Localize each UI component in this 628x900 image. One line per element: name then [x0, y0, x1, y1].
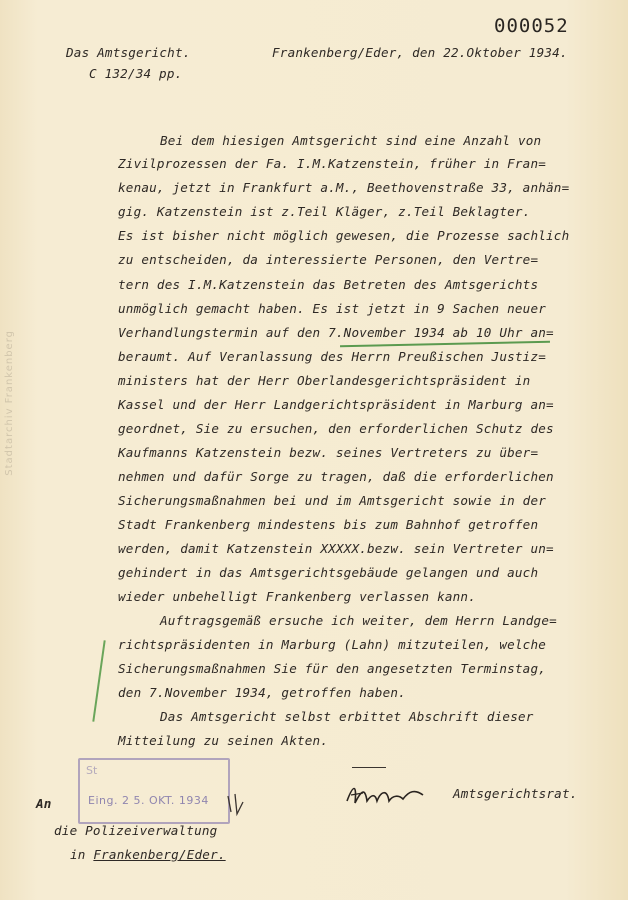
body-line: nehmen und dafür Sorge zu tragen, daß die erforderlichen — [118, 469, 554, 484]
body-line: Auftragsgemäß ersuche ich weiter, dem Herrn Landge= — [160, 613, 557, 628]
body-line: zu entscheiden, da interessierte Personen, den Vertre= — [118, 252, 539, 267]
check-mark-icon — [225, 792, 247, 818]
body-line: ministers hat der Herr Oberlandesgerichtspräsident in — [118, 373, 531, 388]
body-line: gehindert in das Amtsgerichtsgebäude gelangen und auch — [118, 565, 539, 580]
body-line: Sicherungsmaßnahmen Sie für den angesetzten Terminstag, — [118, 661, 547, 676]
document-number: 000052 — [494, 15, 569, 37]
recipient-line-2: in Frankenberg/Eder. — [70, 847, 226, 862]
recipient-city: Frankenberg/Eder. — [93, 847, 226, 862]
archive-edge-mark: Stadtarchiv Frankenberg — [4, 330, 15, 476]
signature-icon — [343, 781, 433, 809]
green-underline-mark — [340, 341, 550, 347]
body-line: Kaufmanns Katzenstein bezw. seines Vertreters zu über= — [118, 445, 539, 460]
body-line: kenau, jetzt in Frankfurt a.M., Beethovenstraße 33, anhän= — [118, 180, 570, 195]
green-margin-mark — [92, 640, 105, 721]
body-line: unmöglich gemacht haben. Es ist jetzt in 9 Sachen neuer — [118, 301, 547, 316]
signature-title: Amtsgerichtsrat. — [453, 786, 578, 801]
court-name: Das Amtsgericht. — [66, 45, 191, 60]
body-line: den 7.November 1934, getroffen haben. — [118, 685, 406, 700]
body-line: geordnet, Sie zu ersuchen, den erforderlichen Schutz des — [118, 421, 554, 436]
signature-dash — [352, 767, 386, 768]
body-line: beraumt. Auf Veranlassung des Herrn Preußischen Justiz= — [118, 349, 547, 364]
received-stamp — [78, 758, 230, 824]
body-line: werden, damit Katzenstein XXXXX.bezw. sein Vertreter un= — [118, 541, 554, 556]
body-line: tern des I.M.Katzenstein das Betreten des Amtsgerichts — [118, 277, 539, 292]
stamp-date: Eing. 2 5. OKT. 1934 — [88, 794, 209, 807]
recipient-prefix: An — [36, 796, 52, 811]
body-line: richtspräsidenten in Marburg (Lahn) mitzuteilen, welche — [118, 637, 547, 652]
body-line: gig. Katzenstein ist z.Teil Kläger, z.Teil Beklagter. — [118, 204, 531, 219]
body-line: wieder unbehelligt Frankenberg verlassen kann. — [118, 589, 476, 604]
file-reference: C 132/34 pp. — [89, 66, 183, 81]
body-line: Zivilprozessen der Fa. I.M.Katzenstein, früher in Fran= — [118, 156, 547, 171]
recipient-line-1: die Polizeiverwaltung — [54, 823, 218, 838]
body-line: Das Amtsgericht selbst erbittet Abschrift dieser — [160, 709, 534, 724]
stamp-top-text: St — [86, 764, 98, 777]
body-line: Verhandlungstermin auf den 7.November 1934 ab 10 Uhr an= — [118, 325, 554, 340]
body-line: Stadt Frankenberg mindestens bis zum Bahnhof getroffen — [118, 517, 539, 532]
body-line: Kassel und der Herr Landgerichtspräsident in Marburg an= — [118, 397, 554, 412]
body-line: Sicherungsmaßnahmen bei und im Amtsgericht sowie in der — [118, 493, 547, 508]
body-line: Es ist bisher nicht möglich gewesen, die Prozesse sachlich — [118, 228, 570, 243]
body-line: Bei dem hiesigen Amtsgericht sind eine Anzahl von — [160, 133, 542, 148]
place-date: Frankenberg/Eder, den 22.Oktober 1934. — [272, 45, 568, 60]
body-line: Mitteilung zu seinen Akten. — [118, 733, 329, 748]
